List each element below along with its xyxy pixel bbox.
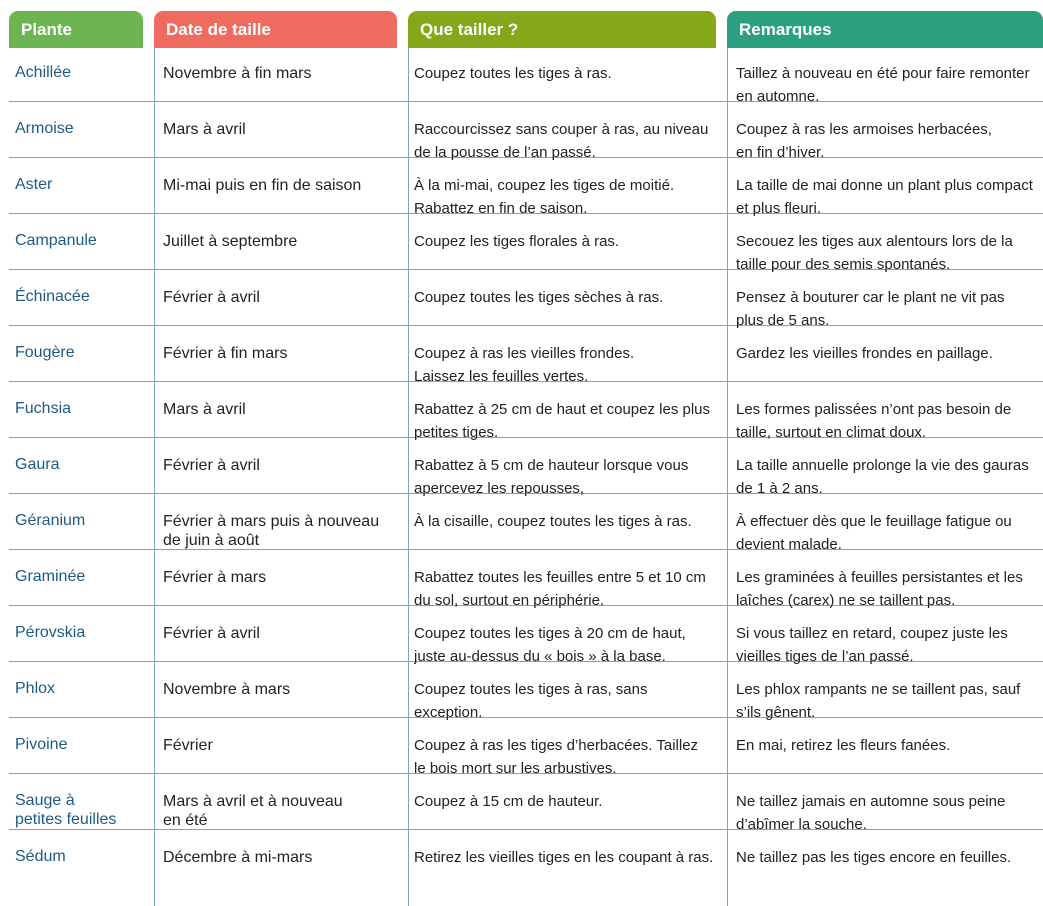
cell-que-tailler: Coupez à 15 cm de hauteur.: [414, 793, 603, 810]
table-row: [0, 219, 1043, 275]
cell-que-tailler: Rabattez à 25 cm de haut et coupez les plus petites tiges.: [414, 401, 711, 441]
cell-plante: Armoise: [15, 120, 74, 137]
cell-remarques: Ne taillez jamais en automne sous peine d’abîmer la souche.: [736, 793, 1006, 833]
cell-date-de-taille: Mars à avril: [163, 401, 246, 418]
cell-que-tailler: Rabattez à 5 cm de hauteur lorsque vous apercevez les repousses,: [414, 457, 689, 497]
cell-date-de-taille: Novembre à fin mars: [163, 65, 312, 82]
cell-remarques: En mai, retirez les fleurs fanées.: [736, 737, 951, 754]
cell-remarques: Si vous taillez en retard, coupez juste les vieilles tiges de l’an passé.: [736, 625, 1008, 665]
cell-plante: Sauge à petites feuilles: [15, 792, 117, 828]
cell-que-tailler: À la mi-mai, coupez les tiges de moitié. Rabattez en fin de saison.: [414, 177, 675, 217]
cell-plante: Campanule: [15, 232, 97, 249]
cell-plante: Phlox: [15, 680, 56, 697]
cell-plante: Pivoine: [15, 736, 68, 753]
table-row: [0, 387, 1043, 443]
header-remarques: Remarques: [727, 11, 1043, 48]
table-row: [0, 275, 1043, 331]
cell-date-de-taille: Juillet à septembre: [163, 233, 298, 250]
table-row: [0, 835, 1043, 891]
cell-remarques: Secouez les tiges aux alentours lors de la taille pour des semis spontanés.: [736, 233, 1013, 273]
header-date-de-taille: Date de taille: [154, 11, 397, 48]
cell-plante: Sédum: [15, 848, 66, 865]
table-row: [0, 443, 1043, 499]
table-row: [0, 163, 1043, 219]
table-row: [0, 51, 1043, 107]
table-row: [0, 611, 1043, 667]
cell-remarques: La taille annuelle prolonge la vie des gauras de 1 à 2 ans.: [736, 457, 1029, 497]
cell-remarques: Ne taillez pas les tiges encore en feuilles.: [736, 849, 1012, 866]
cell-plante: Fuchsia: [15, 400, 72, 417]
cell-remarques: Taillez à nouveau en été pour faire remonter en automne.: [736, 65, 1030, 105]
cell-que-tailler: Coupez toutes les tiges à 20 cm de haut, juste au-dessus du « bois » à la base.: [414, 625, 686, 665]
cell-plante: Aster: [15, 176, 53, 193]
cell-date-de-taille: Novembre à mars: [163, 681, 291, 698]
cell-que-tailler: Coupez toutes les tiges à ras.: [414, 65, 612, 82]
cell-date-de-taille: Février à fin mars: [163, 345, 288, 362]
table-row: [0, 779, 1043, 835]
cell-plante: Fougère: [15, 344, 75, 361]
cell-date-de-taille: Décembre à mi-mars: [163, 849, 313, 866]
cell-que-tailler: Coupez à ras les vieilles frondes. Laissez les feuilles vertes.: [414, 345, 635, 385]
header-plante: Plante: [9, 11, 143, 48]
cell-que-tailler: Retirez les vieilles tiges en les coupant à ras.: [414, 849, 714, 866]
cell-remarques: Gardez les vieilles frondes en paillage.: [736, 345, 993, 362]
cell-remarques: Coupez à ras les armoises herbacées, en fin d’hiver.: [736, 121, 992, 161]
cell-date-de-taille: Mi-mai puis en fin de saison: [163, 177, 362, 194]
cell-que-tailler: Raccourcissez sans couper à ras, au niveau de la pousse de l’an passé.: [414, 121, 709, 161]
cell-date-de-taille: Mars à avril et à nouveau en été: [163, 793, 343, 829]
cell-date-de-taille: Mars à avril: [163, 121, 246, 138]
table-row: [0, 499, 1043, 555]
cell-remarques: À effectuer dès que le feuillage fatigue ou devient malade.: [736, 513, 1012, 553]
header-que-tailler: Que tailler ?: [408, 11, 716, 48]
cell-plante: Pérovskia: [15, 624, 86, 641]
cell-date-de-taille: Février à avril: [163, 457, 260, 474]
cell-plante: Géranium: [15, 512, 86, 529]
table-row: [0, 667, 1043, 723]
cell-plante: Échinacée: [15, 288, 90, 305]
cell-date-de-taille: Février à mars: [163, 569, 267, 586]
table-row: [0, 331, 1043, 387]
cell-remarques: Pensez à bouturer car le plant ne vit pas plus de 5 ans.: [736, 289, 1005, 329]
cell-plante: Graminée: [15, 568, 86, 585]
cell-remarques: Les formes palissées n’ont pas besoin de taille, surtout en climat doux.: [736, 401, 1012, 441]
table-row: [0, 723, 1043, 779]
cell-que-tailler: Coupez toutes les tiges à ras, sans exception.: [414, 681, 648, 721]
cell-plante: Gaura: [15, 456, 60, 473]
cell-que-tailler: Coupez à ras les tiges d’herbacées. Taillez le bois mort sur les arbustives.: [414, 737, 699, 777]
cell-date-de-taille: Février à mars puis à nouveau de juin à août: [163, 513, 380, 549]
cell-que-tailler: Coupez toutes les tiges sèches à ras.: [414, 289, 664, 306]
cell-plante: Achillée: [15, 64, 72, 81]
cell-remarques: Les graminées à feuilles persistantes et les laîches (carex) ne se taillent pas.: [736, 569, 1023, 609]
cell-remarques: La taille de mai donne un plant plus compact et plus fleuri.: [736, 177, 1033, 217]
table-row: [0, 555, 1043, 611]
cell-que-tailler: Coupez les tiges florales à ras.: [414, 233, 620, 250]
cell-date-de-taille: Février à avril: [163, 625, 260, 642]
cell-remarques: Les phlox rampants ne se taillent pas, sauf s’ils gênent.: [736, 681, 1021, 721]
cell-date-de-taille: Février: [163, 737, 213, 754]
cell-que-tailler: Rabattez toutes les feuilles entre 5 et 10 cm du sol, surtout en périphérie.: [414, 569, 706, 609]
table-row: [0, 107, 1043, 163]
cell-que-tailler: À la cisaille, coupez toutes les tiges à ras.: [414, 513, 692, 530]
cell-date-de-taille: Février à avril: [163, 289, 260, 306]
